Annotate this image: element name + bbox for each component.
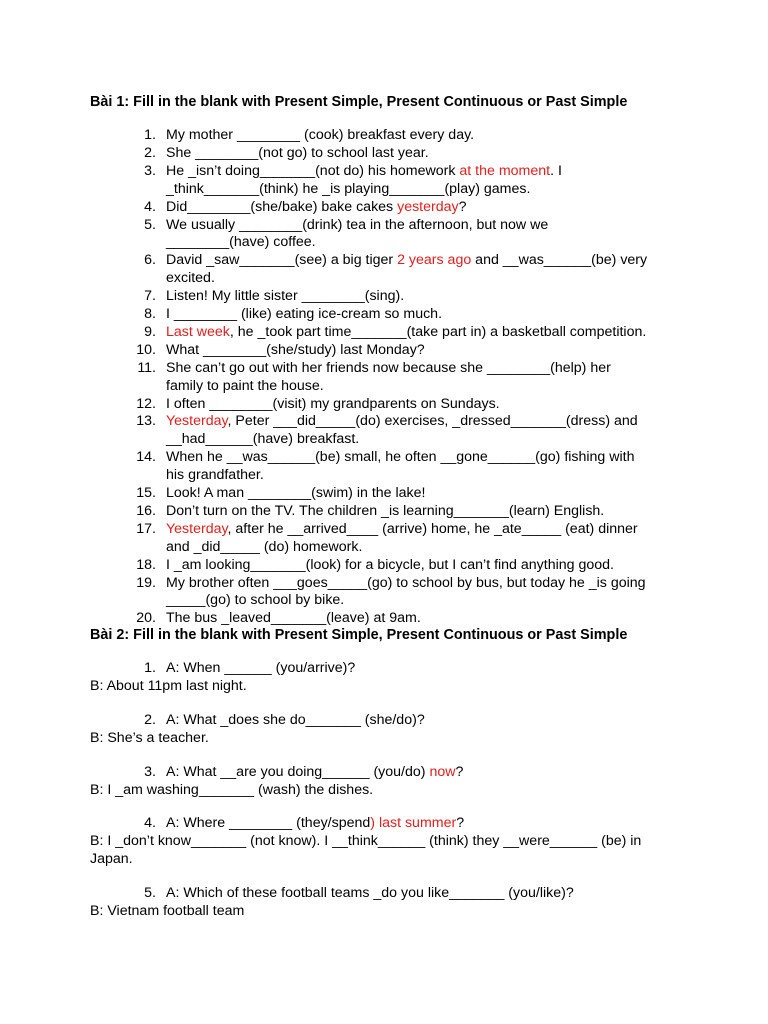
question-line [166, 287, 404, 305]
item-number: 3. [144, 162, 156, 179]
question-line [166, 412, 638, 430]
dialog-answer [90, 850, 133, 868]
question-line [166, 305, 442, 323]
question-line [166, 574, 646, 592]
question-line [166, 359, 611, 377]
question-line [166, 251, 647, 269]
highlighted-text: 2 years ago [397, 252, 472, 269]
text-segment: B: Vietnam football team [90, 903, 245, 919]
question-line [166, 126, 474, 144]
question-line [166, 591, 344, 609]
item-number: 7. [144, 288, 156, 305]
question-line [166, 395, 500, 413]
text-segment: B: About 11pm last night. [90, 677, 247, 694]
item-number: 8. [144, 306, 156, 322]
text-segment: I often ________(visit) my grandparents on Sundays. [166, 395, 500, 412]
dialog-question [166, 884, 574, 902]
dialog-number: 5. [144, 885, 156, 902]
text-segment: Listen! My little sister ________(sing). [166, 288, 405, 305]
text-segment: My brother often ___goes_____(go) to school by bus, but today he _is going [166, 574, 646, 591]
text-segment: I _am looking_______(look) for a bicycle, but I can’t find anything good. [166, 556, 614, 573]
text-segment: Did________(she/bake) bake cakes [166, 198, 398, 215]
text-segment: family to paint the house. [166, 377, 324, 394]
text-segment: , Peter ___did_____(do) exercises, _dressed_______(dress) and [227, 413, 638, 430]
text-segment: My mother ________ (cook) breakfast every day. [166, 127, 475, 143]
dialog-question [166, 763, 463, 781]
text-segment: Don’t turn on the TV. The children _is learning_______(learn) English. [166, 502, 605, 519]
question-line [166, 484, 425, 502]
question-line [166, 323, 646, 341]
item-number: 16. [136, 502, 156, 519]
item-number: 2. [144, 144, 156, 161]
dialog-answer [90, 832, 641, 850]
dialog-question [166, 814, 464, 832]
highlighted-text: Yesterday [166, 520, 228, 537]
text-segment: B: I _am washing_______ (wash) the dishes. [90, 781, 374, 798]
item-number: 19. [136, 574, 156, 591]
text-segment: , he _took part time_______(take part in) a basketball competition. [229, 323, 647, 340]
text-segment: A: Which of these football teams _do you like_______ (you/like)? [166, 885, 574, 902]
text-segment: __had______(have) breakfast. [166, 431, 360, 448]
item-number: 13. [136, 413, 156, 430]
text-segment: ________(have) coffee. [166, 234, 316, 251]
text-segment: The bus _leaved_______(leave) at 9am. [166, 610, 421, 627]
highlighted-text: yesterday [397, 198, 459, 215]
item-number: 10. [136, 341, 156, 358]
text-segment: , after he __arrived____ (arrive) home, he _ate_____ (eat) dinner [227, 520, 638, 537]
dialog-number: 2. [144, 711, 156, 728]
question-line [166, 466, 264, 484]
dialog-answer [90, 781, 373, 799]
dialog-answer [90, 677, 247, 695]
item-number: 9. [144, 323, 156, 340]
text-segment: ? [458, 198, 467, 215]
item-number: 6. [144, 252, 156, 269]
highlighted-text: Yesterday [166, 413, 228, 430]
highlighted-text: Last week [166, 323, 230, 340]
question-line [166, 609, 421, 627]
question-line [166, 198, 467, 216]
question-line [166, 233, 316, 251]
highlighted-text: ) last summer [370, 815, 457, 832]
item-number: 11. [137, 359, 156, 376]
dialog-number: 4. [144, 815, 156, 832]
text-segment: excited. [166, 270, 215, 287]
item-number: 14. [136, 449, 156, 466]
text-segment: A: What _does she do_______ (she/do)? [166, 711, 425, 728]
text-segment: He _isn’t doing_______(not do) his homework [166, 162, 460, 179]
text-segment: David _saw_______(see) a big tiger [166, 252, 398, 269]
highlighted-text: now [429, 763, 456, 780]
item-number: 5. [144, 216, 156, 233]
text-segment: and _did_____ (do) homework. [166, 538, 363, 555]
dialog-number: 3. [144, 763, 156, 780]
exercise2-title: Bài 2: Fill in the blank with Present Simple, Present Continuous or Past Simple [90, 627, 628, 643]
dialog-answer [90, 902, 244, 920]
question-line [166, 162, 562, 180]
question-line [166, 448, 635, 466]
text-segment: A: What __are you doing______ (you/do) [166, 763, 430, 780]
item-number: 1. [144, 127, 156, 143]
text-segment: I ________ (like) eating ice-cream so much. [166, 306, 443, 322]
question-line [166, 538, 362, 556]
item-number: 15. [136, 485, 156, 501]
text-segment: A: When ______ (you/arrive)? [166, 660, 356, 676]
question-line [166, 377, 324, 395]
text-segment: Look! A man ________(swim) in the lake! [166, 485, 426, 501]
question-line [166, 430, 359, 448]
text-segment: his grandfather. [166, 467, 264, 484]
text-segment: _____(go) to school by bike. [166, 592, 345, 609]
text-segment: ? [456, 815, 465, 832]
item-number: 18. [136, 556, 156, 573]
text-segment: A: Where ________ (they/spend [166, 815, 371, 832]
question-line [166, 556, 614, 574]
text-segment: B: I _don’t know_______ (not know). I __think______ (think) they __were______ (be) in [90, 833, 642, 850]
item-number: 20. [136, 610, 156, 627]
question-line [166, 502, 604, 520]
dialog-question [166, 711, 425, 729]
dialog-answer [90, 729, 209, 747]
text-segment: and __was______(be) very [471, 252, 648, 269]
text-segment: She can’t go out with her friends now because she ________(help) her [166, 359, 611, 376]
question-line [166, 341, 425, 359]
item-number: 12. [136, 395, 156, 412]
text-segment: ? [455, 763, 464, 780]
text-segment: Japan. [90, 851, 133, 868]
text-segment: What ________(she/study) last Monday? [166, 341, 425, 358]
question-line [166, 180, 530, 198]
question-line [166, 144, 429, 162]
question-line [166, 269, 215, 287]
item-number: 17. [136, 520, 156, 537]
text-segment: When he __was______(be) small, he often __gone______(go) fishing with [166, 449, 635, 466]
text-segment: She ________(not go) to school last year. [166, 144, 429, 161]
dialog-number: 1. [144, 660, 156, 676]
text-segment: B: She’s a teacher. [90, 729, 209, 746]
item-number: 4. [144, 198, 156, 215]
question-line [166, 216, 548, 234]
exercise1-title: Bài 1: Fill in the blank with Present Simple, Present Continuous or Past Simple [90, 94, 628, 110]
text-segment: We usually ________(drink) tea in the afternoon, but now we [166, 216, 549, 233]
text-segment: _think_______(think) he _is playing_______(play) games. [166, 180, 531, 197]
question-line [166, 520, 638, 538]
dialog-question [166, 659, 355, 677]
text-segment: . I [550, 162, 562, 179]
highlighted-text: at the moment [459, 162, 551, 179]
